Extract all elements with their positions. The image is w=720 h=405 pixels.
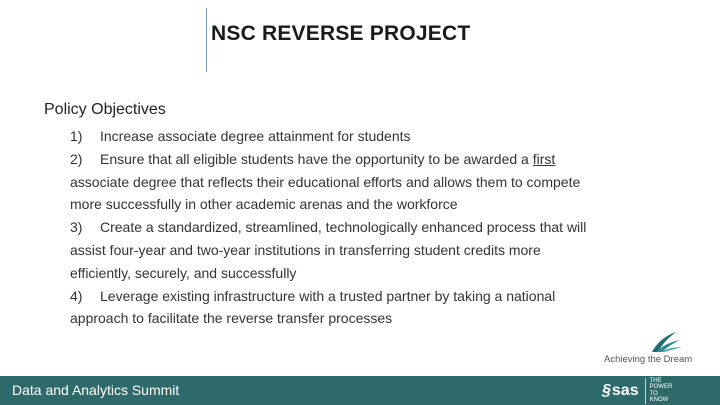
objectives-list <box>70 125 670 330</box>
objective-1 <box>70 125 670 148</box>
objective-4 <box>70 285 670 308</box>
achieving-the-dream-text: Achieving the Dream <box>604 354 693 365</box>
objective-number: 1) <box>70 128 83 144</box>
objective-text: Create a standardized, streamlined, technologically enhanced process that will <box>100 219 587 236</box>
objective-2 <box>70 148 670 171</box>
section-heading: Policy Objectives <box>44 101 166 118</box>
objective-2-line-2: associate degree that reflects their educational efforts and allows them to compete <box>70 173 581 190</box>
objective-number: 4) <box>70 287 83 304</box>
objective-4-line-2: approach to facilitate the reverse transfer processes <box>70 310 393 327</box>
sas-logo <box>602 377 676 403</box>
footer-bar <box>0 376 720 405</box>
objective-text: Ensure that all eligible students have the opportunity to be awarded a <box>100 150 533 167</box>
objective-text: Increase associate degree attainment for students <box>100 128 411 144</box>
sas-wordmark: sas <box>611 381 639 399</box>
objective-underlined-word: first <box>532 150 556 167</box>
objective-number: 2) <box>70 150 83 167</box>
leaf-icon <box>604 330 700 354</box>
sas-swirl-icon: § <box>602 381 611 399</box>
sas-tagline: THE POWER TO KNOW <box>645 378 676 404</box>
objective-3-line-2: assist four-year and two-year institutions in transferring student credits more <box>70 241 541 258</box>
achieving-the-dream-logo <box>604 330 700 370</box>
objective-3 <box>70 216 670 239</box>
objective-number: 3) <box>70 219 83 236</box>
objective-2-line-3: more successfully in other academic arenas and the workforce <box>70 196 458 213</box>
page-title: NSC REVERSE PROJECT <box>211 22 471 45</box>
objective-text: Leverage existing infrastructure with a trusted partner by taking a national <box>100 287 556 304</box>
objective-3-line-3: efficiently, securely, and successfully <box>70 264 297 281</box>
title-divider <box>206 8 207 72</box>
footer-title: Data and Analytics Summit <box>12 382 180 398</box>
